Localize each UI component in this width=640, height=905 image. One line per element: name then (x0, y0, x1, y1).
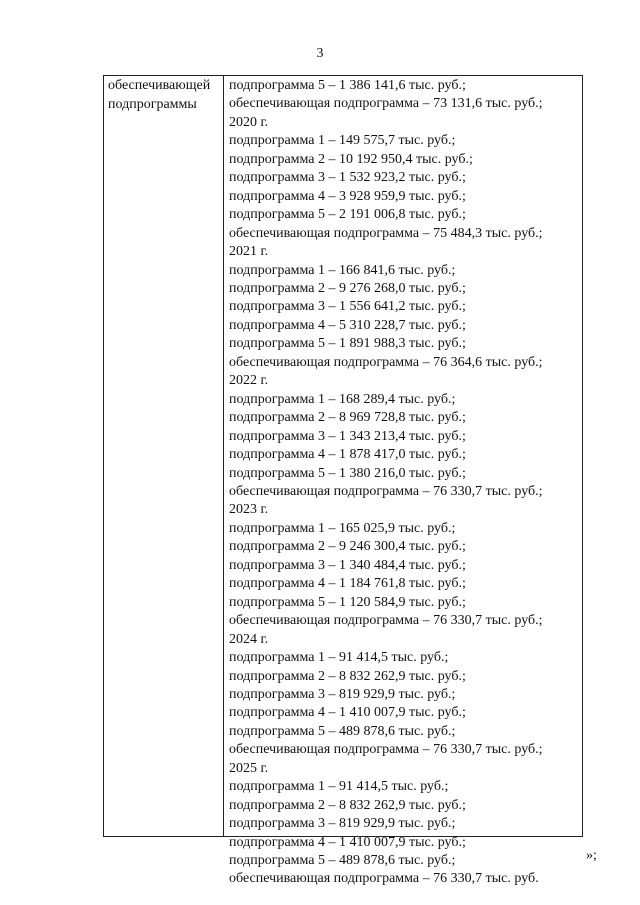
table-values-cell (229, 77, 579, 889)
column-divider (223, 76, 224, 836)
value-line: 2022 г. (229, 373, 269, 389)
value-line: подпрограмма 2 – 9 276 268,0 тыс. руб.; (229, 280, 466, 296)
value-line: обеспечивающая подпрограмма – 76 330,7 тыс. руб.; (229, 613, 543, 629)
value-line: 2023 г. (229, 502, 269, 518)
value-line: подпрограмма 1 – 149 575,7 тыс. руб.; (229, 133, 456, 149)
value-line: подпрограмма 1 – 165 025,9 тыс. руб.; (229, 520, 456, 536)
value-line: обеспечивающая подпрограмма – 76 330,7 тыс. руб.; (229, 483, 543, 499)
value-line: обеспечивающая подпрограмма – 76 330,7 тыс. руб. (229, 871, 539, 887)
value-line: подпрограмма 4 – 5 310 228,7 тыс. руб.; (229, 317, 466, 333)
value-line: подпрограмма 2 – 8 969 728,8 тыс. руб.; (229, 410, 466, 426)
value-line: подпрограмма 1 – 91 414,5 тыс. руб.; (229, 779, 449, 795)
value-line: подпрограмма 3 – 1 340 484,4 тыс. руб.; (229, 557, 466, 573)
value-line: подпрограмма 1 – 168 289,4 тыс. руб.; (229, 391, 456, 407)
value-line: подпрограмма 2 – 9 246 300,4 тыс. руб.; (229, 539, 466, 555)
value-line: подпрограмма 2 – 10 192 950,4 тыс. руб.; (229, 151, 473, 167)
value-line: подпрограмма 4 – 1 184 761,8 тыс. руб.; (229, 576, 466, 592)
value-line: подпрограмма 5 – 1 380 216,0 тыс. руб.; (229, 465, 466, 481)
table-label-cell (108, 77, 220, 114)
value-line: подпрограмма 5 – 489 878,6 тыс. руб.; (229, 723, 456, 739)
value-line: подпрограмма 3 – 1 556 641,2 тыс. руб.; (229, 299, 466, 315)
value-line: обеспечивающая подпрограмма – 76 364,6 тыс. руб.; (229, 354, 543, 370)
value-line: обеспечивающая подпрограмма – 73 131,6 тыс. руб.; (229, 96, 543, 112)
value-line: подпрограмма 3 – 1 343 213,4 тыс. руб.; (229, 428, 466, 444)
label-line: подпрограммы (108, 96, 197, 112)
value-line: подпрограмма 4 – 1 878 417,0 тыс. руб.; (229, 447, 466, 463)
value-line: подпрограмма 3 – 819 929,9 тыс. руб.; (229, 686, 456, 702)
value-line: 2025 г. (229, 760, 269, 776)
value-line: 2024 г. (229, 631, 269, 647)
value-line: 2020 г. (229, 114, 269, 130)
value-line: подпрограмма 5 – 1 386 141,6 тыс. руб.; (229, 78, 466, 93)
value-line: подпрограмма 1 – 91 414,5 тыс. руб.; (229, 650, 449, 666)
value-line: обеспечивающая подпрограмма – 76 330,7 тыс. руб.; (229, 742, 543, 758)
value-line: подпрограмма 5 – 1 120 584,9 тыс. руб.; (229, 594, 466, 610)
value-line: подпрограмма 4 – 3 928 959,9 тыс. руб.; (229, 188, 466, 204)
value-line: подпрограмма 3 – 819 929,9 тыс. руб.; (229, 816, 456, 832)
value-line: подпрограмма 2 – 8 832 262,9 тыс. руб.; (229, 797, 466, 813)
value-line: 2021 г. (229, 244, 269, 260)
funding-table (103, 75, 583, 887)
value-line: подпрограмма 5 – 1 891 988,3 тыс. руб.; (229, 336, 466, 352)
value-line: подпрограмма 5 – 489 878,6 тыс. руб.; (229, 853, 456, 869)
value-line: обеспечивающая подпрограмма – 75 484,3 тыс. руб.; (229, 225, 543, 241)
closing-quote-mark: »; (586, 848, 597, 863)
page-number: 3 (316, 46, 324, 61)
value-line: подпрограмма 3 – 1 532 923,2 тыс. руб.; (229, 170, 466, 186)
label-line: обеспечивающей (108, 78, 211, 93)
value-line: подпрограмма 5 – 2 191 006,8 тыс. руб.; (229, 207, 466, 223)
value-line: подпрограмма 2 – 8 832 262,9 тыс. руб.; (229, 668, 466, 684)
value-line: подпрограмма 1 – 166 841,6 тыс. руб.; (229, 262, 456, 278)
value-line: подпрограмма 4 – 1 410 007,9 тыс. руб.; (229, 834, 466, 850)
value-line: подпрограмма 4 – 1 410 007,9 тыс. руб.; (229, 705, 466, 721)
